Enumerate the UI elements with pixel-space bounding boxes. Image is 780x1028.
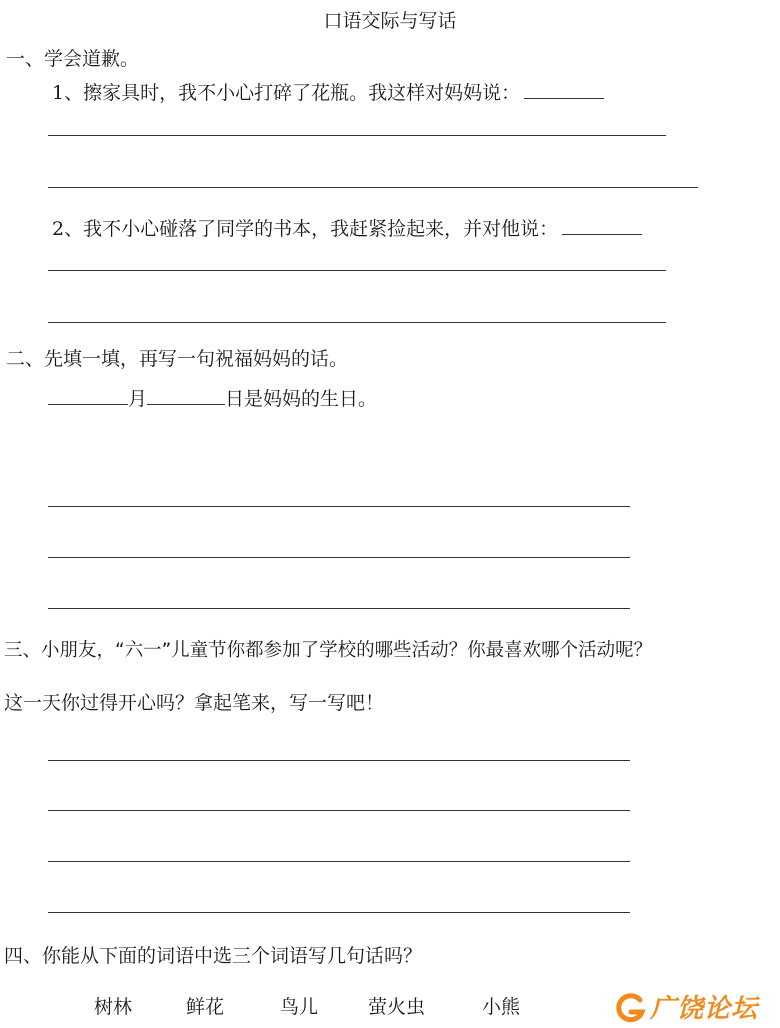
answer-line[interactable]	[48, 322, 666, 323]
section2-heading: 二、先填一填，再写一句祝福妈妈的话。	[6, 348, 349, 370]
watermark-text: 广饶论坛	[650, 994, 759, 1024]
question2-text: 2、我不小心碰落了同学的书本，我赶紧捡起来，并对他说：	[52, 218, 559, 240]
question1-text: 1、擦家具时，我不小心打碎了花瓶。我这样对妈妈说：	[52, 82, 521, 104]
watermark-g-icon	[612, 990, 648, 1026]
answer-line[interactable]	[48, 557, 630, 558]
month-label: 月	[128, 388, 148, 410]
section1-question1	[52, 78, 604, 105]
page-title: 口语交际与写话	[323, 10, 457, 32]
answer-line[interactable]	[48, 135, 666, 136]
answer-line[interactable]	[48, 760, 630, 761]
answer-line[interactable]	[48, 810, 630, 811]
answer-line[interactable]	[48, 270, 666, 271]
section3-prompt-line2: 这一天你过得开心吗？拿起笔来，写一写吧！	[4, 692, 385, 714]
answer-line[interactable]	[48, 608, 630, 609]
section1-question2	[52, 214, 642, 241]
section3-prompt-line1: 三、小朋友，“六一”儿童节你都参加了学校的哪些活动？你最喜欢哪个活动呢？	[4, 640, 653, 661]
word-item: 小熊	[482, 996, 521, 1018]
answer-line[interactable]	[48, 861, 630, 862]
answer-blank[interactable]	[562, 216, 642, 235]
section1-heading: 一、学会道歉。	[6, 48, 140, 70]
answer-blank[interactable]	[524, 80, 604, 99]
day-blank[interactable]	[147, 386, 225, 405]
section4-heading: 四、你能从下面的词语中选三个词语写几句话吗？	[4, 945, 423, 967]
answer-line[interactable]	[48, 506, 630, 507]
word-item: 树林	[94, 996, 133, 1018]
day-label: 日是妈妈的生日。	[225, 388, 378, 410]
answer-line[interactable]	[48, 187, 698, 188]
month-blank[interactable]	[48, 386, 128, 405]
word-item: 鸟儿	[280, 996, 319, 1018]
word-item: 鲜花	[186, 996, 225, 1018]
birthday-fill-line	[48, 384, 377, 411]
watermark-logo	[612, 984, 780, 1028]
word-item: 萤火虫	[368, 996, 426, 1018]
answer-line[interactable]	[48, 912, 630, 913]
